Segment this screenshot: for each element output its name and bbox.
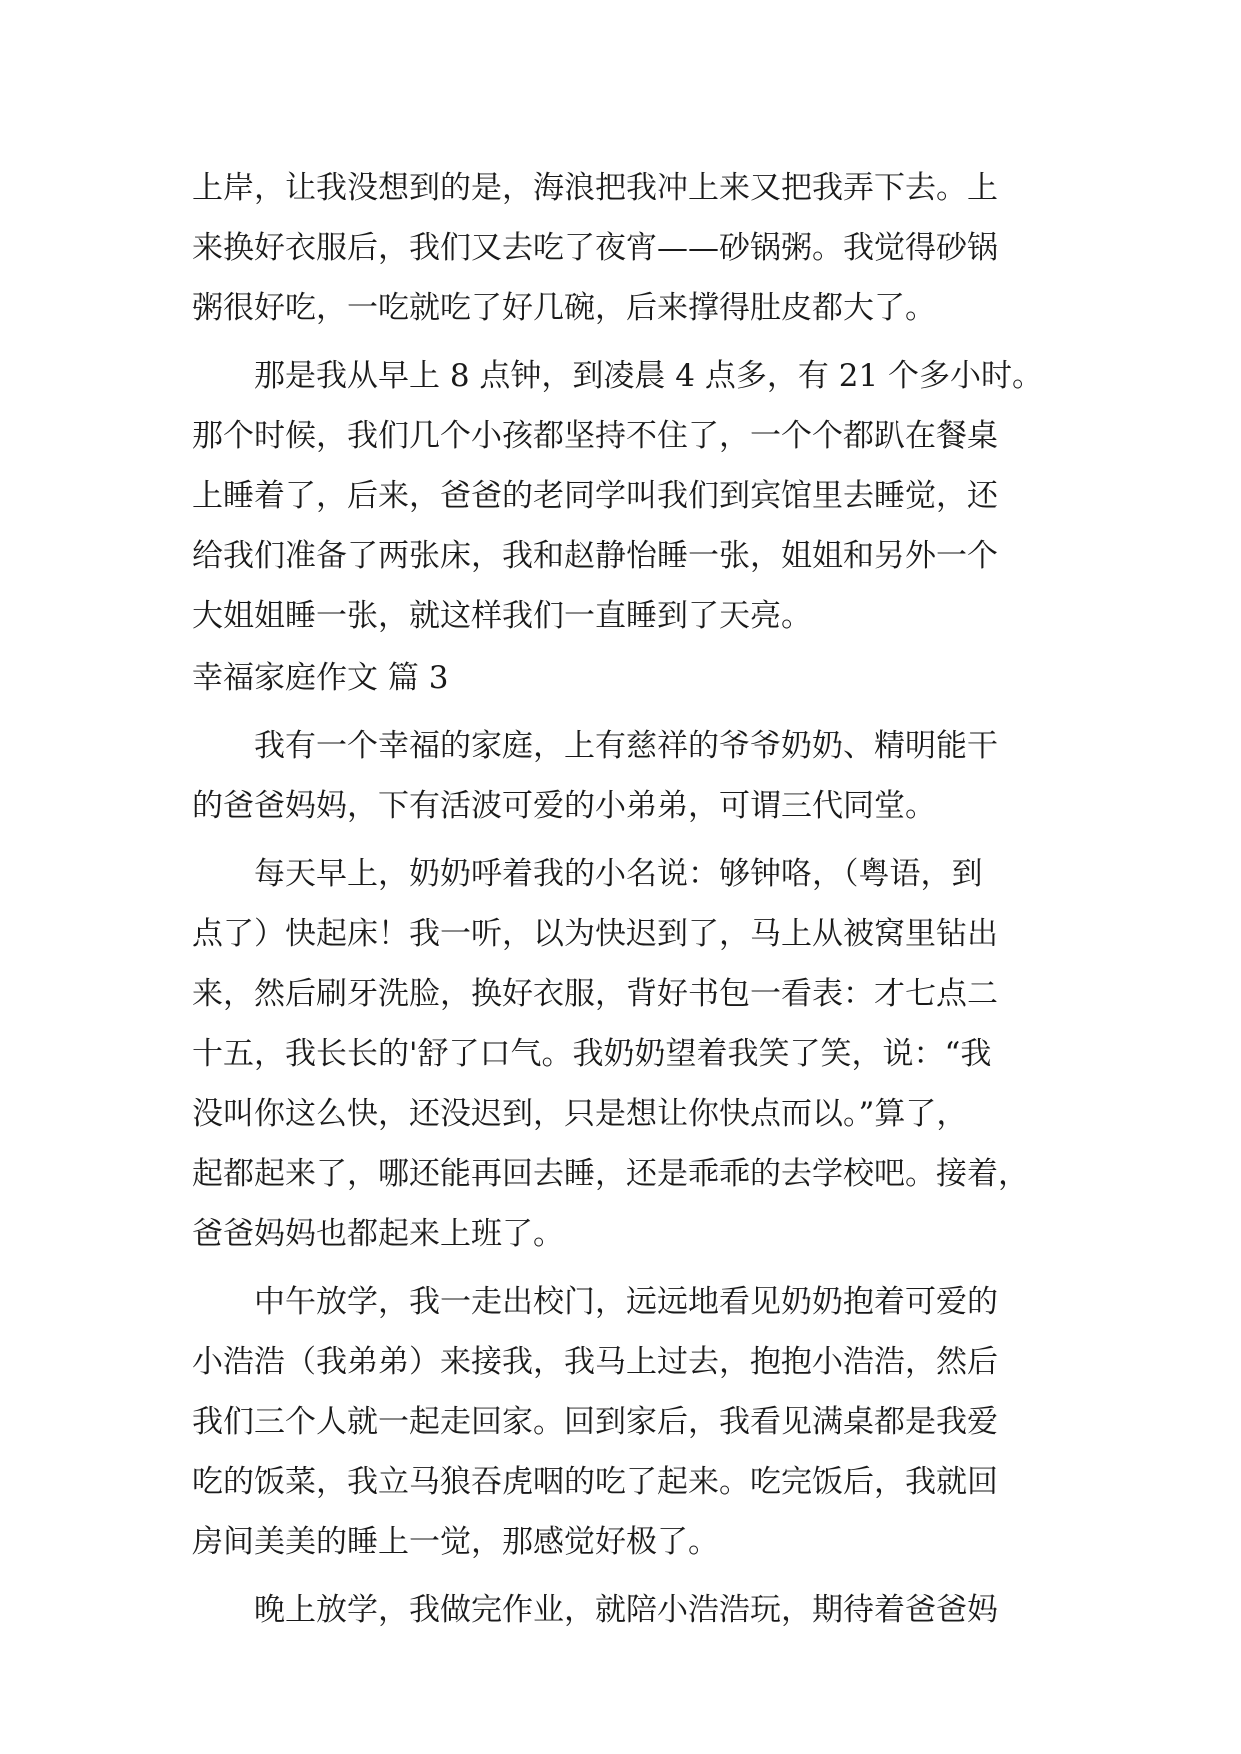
paragraph — [192, 346, 1062, 646]
paragraph — [192, 716, 1062, 836]
text-line: 爸爸妈妈也都起来上班了。 — [192, 1216, 564, 1252]
paragraph — [192, 1580, 1062, 1640]
document-body — [192, 158, 1062, 1640]
section-heading: 幸福家庭作文 篇 3 — [192, 660, 449, 696]
text-line: 那是我从早上 8 点钟，到凌晨 4 点多，有 21 个多小时。 — [254, 358, 1044, 394]
text-line: 小浩浩（我弟弟）来接我，我马上过去，抱抱小浩浩，然后 — [192, 1344, 998, 1380]
text-line: 的爸爸妈妈，下有活波可爱的小弟弟，可谓三代同堂。 — [192, 788, 936, 824]
text-line: 粥很好吃，一吃就吃了好几碗，后来撑得肚皮都大了。 — [192, 290, 936, 326]
text-line: 房间美美的睡上一觉，那感觉好极了。 — [192, 1524, 719, 1560]
text-line: 每天早上，奶奶呼着我的小名说：够钟咯，（粤语，到 — [254, 856, 983, 892]
paragraph — [192, 1272, 1062, 1572]
paragraph — [192, 844, 1062, 1264]
text-line: 十五，我长长的'舒了口气。我奶奶望着我笑了笑，说：“我 — [192, 1036, 992, 1072]
text-line: 吃的饭菜，我立马狼吞虎咽的吃了起来。吃完饭后，我就回 — [192, 1464, 998, 1500]
text-line: 我们三个人就一起走回家。回到家后，我看见满桌都是我爱 — [192, 1404, 998, 1440]
text-line: 大姐姐睡一张，就这样我们一直睡到了天亮。 — [192, 598, 812, 634]
text-line: 没叫你这么快，还没迟到，只是想让你快点而以。”算了， — [192, 1096, 968, 1132]
paragraph — [192, 158, 1062, 338]
text-line: 中午放学，我一走出校门，远远地看见奶奶抱着可爱的 — [254, 1284, 998, 1320]
text-line: 来，然后刷牙洗脸，换好衣服，背好书包一看表：才七点二 — [192, 976, 998, 1012]
text-line: 上睡着了，后来，爸爸的老同学叫我们到宾馆里去睡觉，还 — [192, 478, 998, 514]
text-line: 晚上放学，我做完作业，就陪小浩浩玩，期待着爸爸妈 — [254, 1592, 998, 1628]
text-line: 那个时候，我们几个小孩都坚持不住了，一个个都趴在餐桌 — [192, 418, 998, 454]
text-line: 点了）快起床！我一听，以为快迟到了，马上从被窝里钻出 — [192, 916, 998, 952]
text-line: 我有一个幸福的家庭，上有慈祥的爷爷奶奶、精明能干 — [254, 728, 998, 764]
text-line: 来换好衣服后，我们又去吃了夜宵——砂锅粥。我觉得砂锅 — [192, 230, 998, 266]
text-line: 给我们准备了两张床，我和赵静怡睡一张，姐姐和另外一个 — [192, 538, 998, 574]
text-line: 起都起来了，哪还能再回去睡，还是乖乖的去学校吧。接着， — [192, 1156, 1029, 1192]
text-line: 上岸，让我没想到的是，海浪把我冲上来又把我弄下去。上 — [192, 170, 998, 206]
